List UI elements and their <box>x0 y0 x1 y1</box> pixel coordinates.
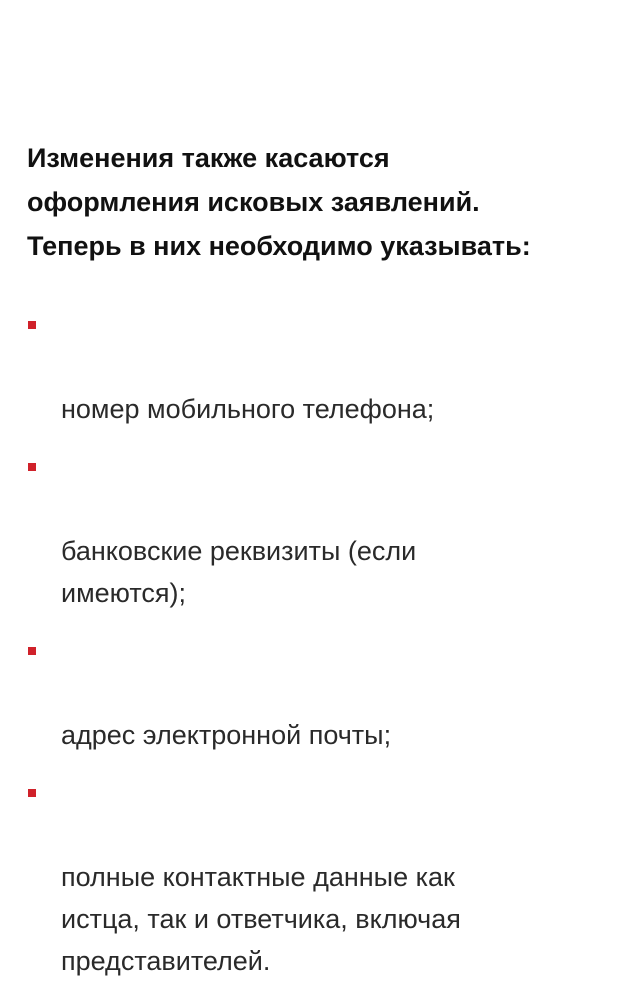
slide-content <box>27 136 617 268</box>
red-square-bullet-icon <box>28 463 36 471</box>
list-item-text: адрес электронной почты; <box>61 720 392 750</box>
list-item <box>24 446 584 614</box>
requirements-list <box>24 304 584 998</box>
slide-heading: Изменения также касаются оформления исковых заявлений. Теперь в них необходимо указывать: <box>27 143 531 261</box>
list-item-text: банковские реквизиты (если имеются); <box>61 536 417 608</box>
list-item <box>24 304 584 430</box>
list-item <box>24 630 584 756</box>
red-square-bullet-icon <box>28 647 36 655</box>
list-item-text: полные контактные данные как истца, так и ответчика, включая представителей. <box>61 862 461 976</box>
red-square-bullet-icon <box>28 321 36 329</box>
list-item <box>24 772 584 982</box>
red-square-bullet-icon <box>28 789 36 797</box>
list-item-text: номер мобильного телефона; <box>61 394 435 424</box>
